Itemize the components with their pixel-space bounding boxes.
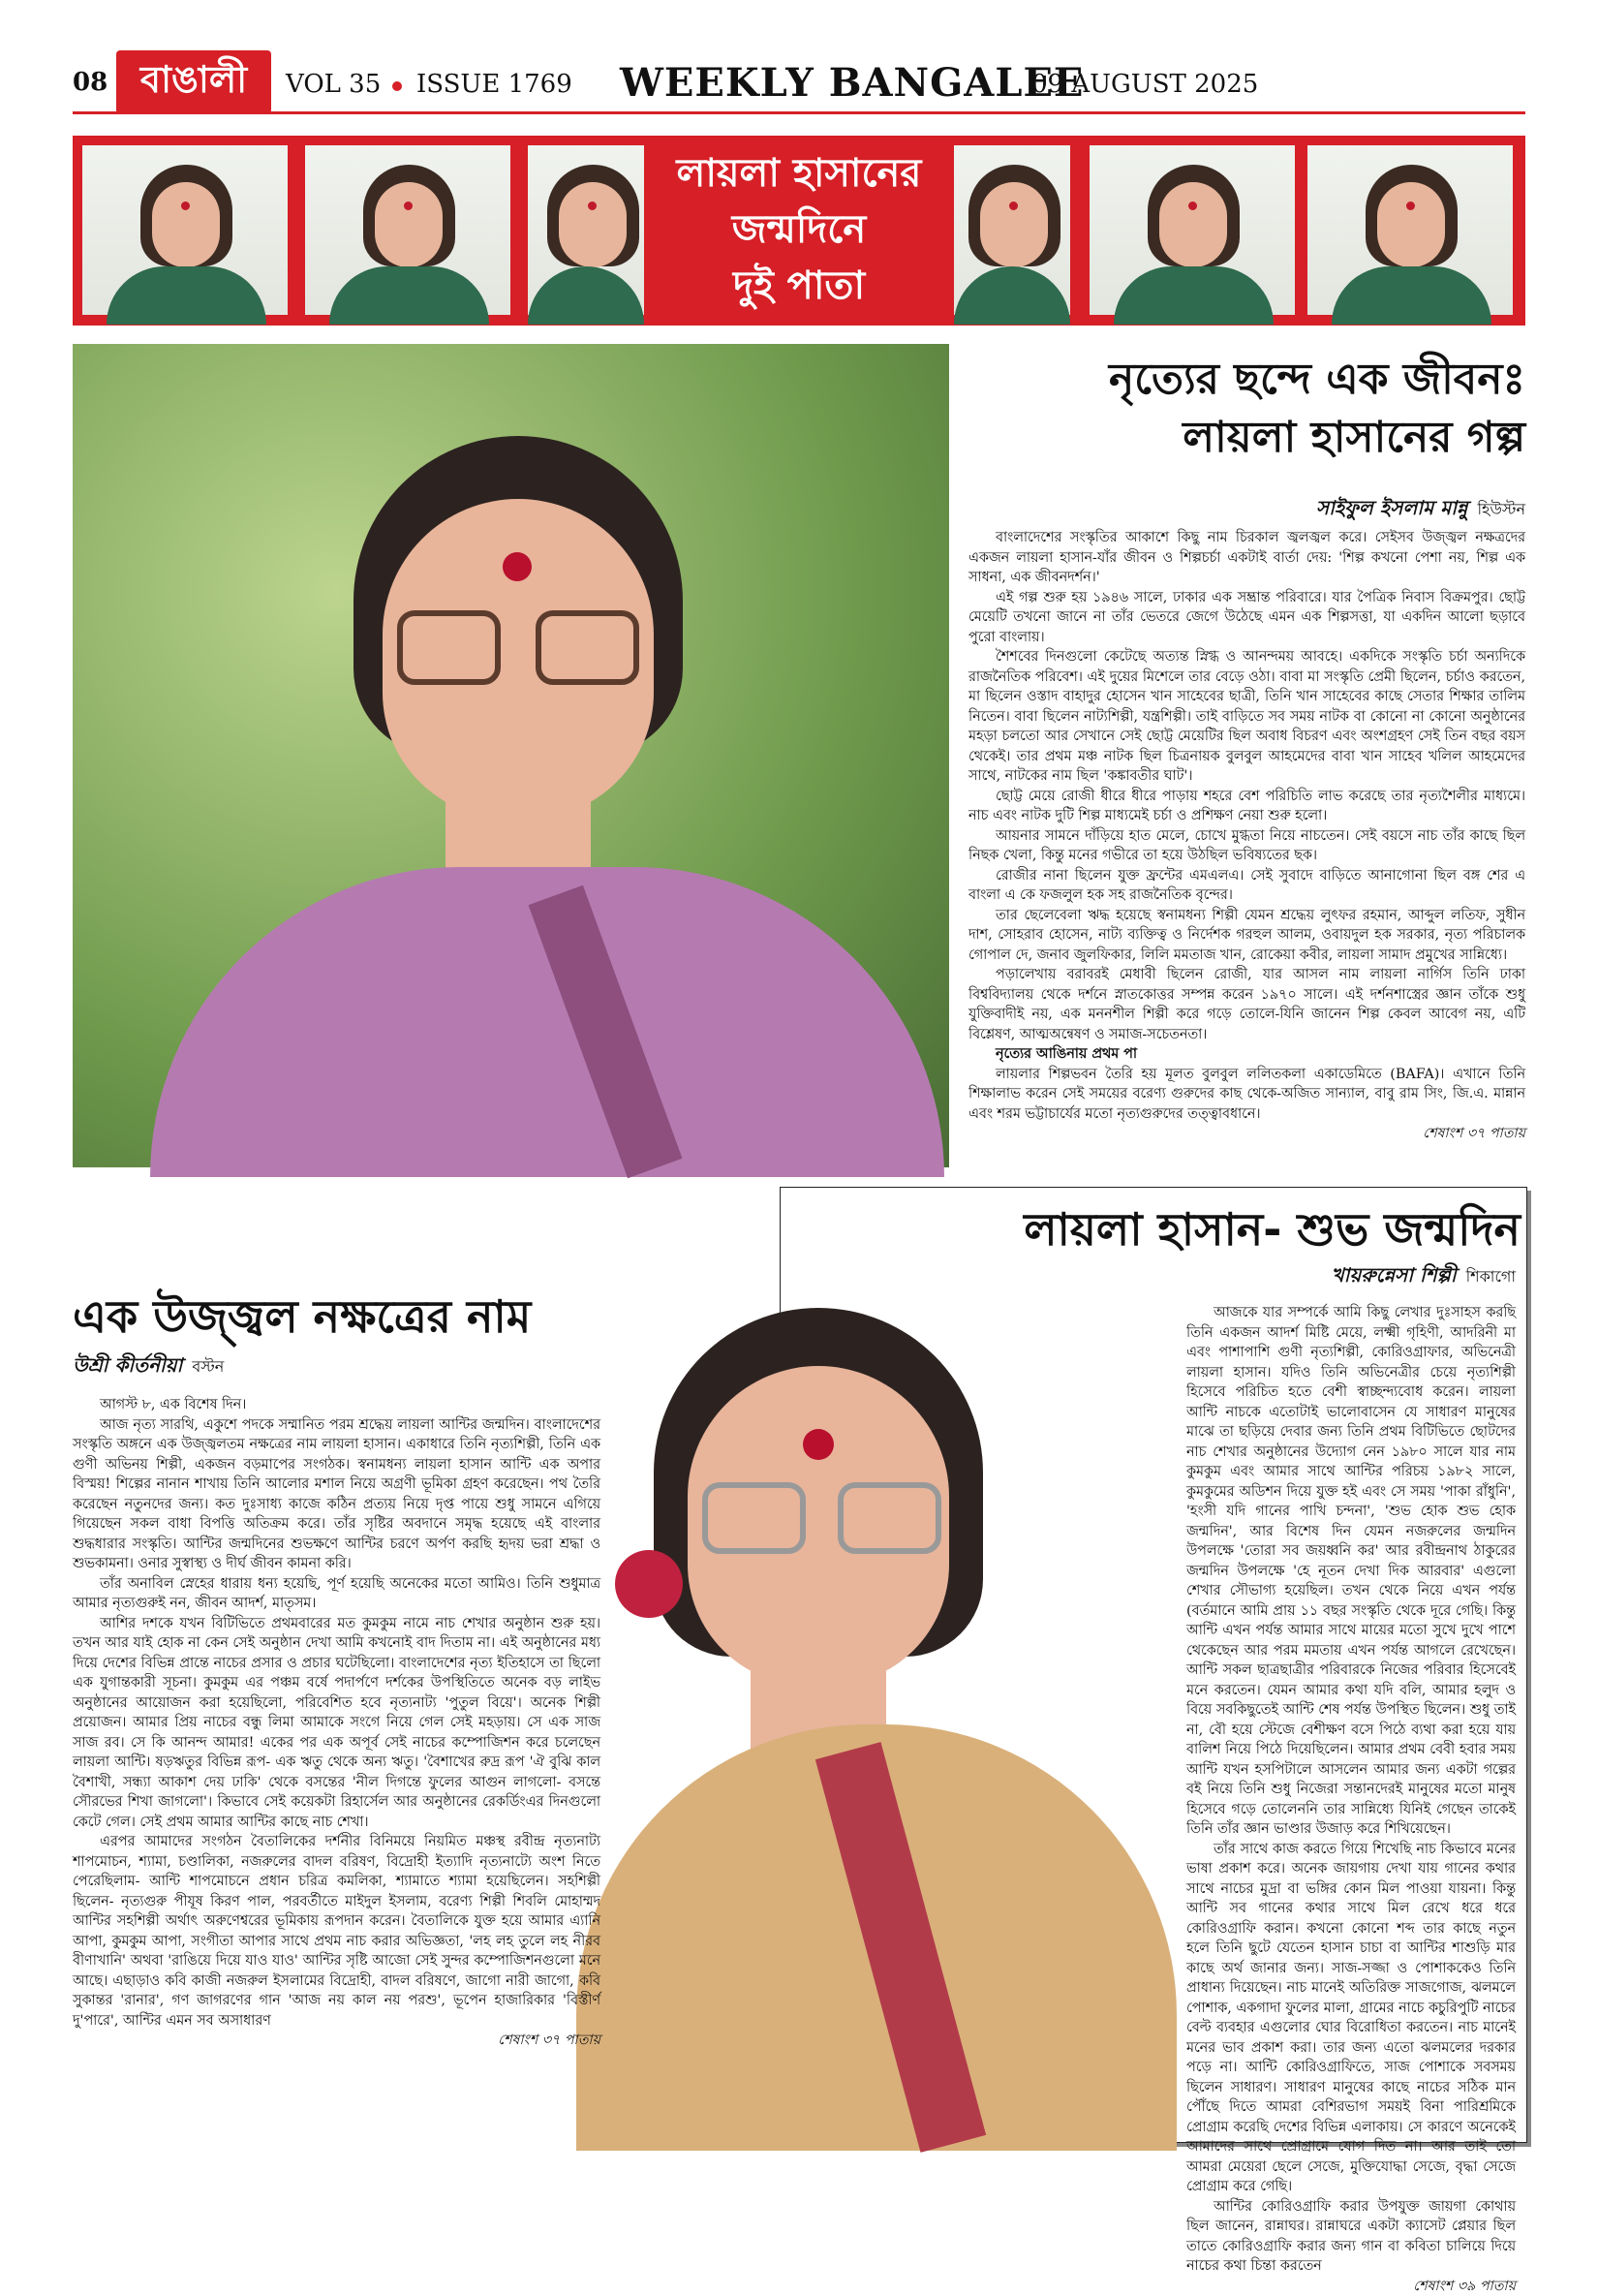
paragraph: আন্টির কোরিওগ্রাফি করার উপযুক্ত জায়গা কোথায় ছিল জানেন, রান্নাঘর। রান্নাঘরে একটা ক্যাসেট প্লেয়ার ছিল তাতে কোরিওগ্রাফি করার জন্য গান বা কবিতা চালিয়ে দিয়ে নাচের কথা চিন্তা করতেন — [1186, 2197, 1516, 2277]
article3-headline: লায়লা হাসান- শুভ জন্মদিন — [833, 1196, 1521, 1270]
issue-label: ISSUE 1769 — [416, 70, 572, 99]
headline-line: নৃত্যের ছন্দে এক জীবনঃ — [973, 351, 1525, 409]
paragraph: বাংলাদেশের সংস্কৃতির আকাশে কিছু নাম চিরকাল জ্বলজ্বল করে। সেইসব উজ্জ্বল নক্ষত্রদের একজন লায়লা হাসান-যাঁর জীবন ও শিল্পচর্চা একটাই বার্তা দেয়: 'শিল্প কখনো পেশা নয়, শিল্প এক সাধনা, এক জীবনদর্শন।' — [968, 528, 1525, 588]
page-number: 08 — [73, 68, 108, 97]
paragraph: লায়লার শিল্পভবন তৈরি হয় মূলত বুলবুল ললিতকলা একাডেমিতে (BAFA)। এখানে তিনি শিক্ষালাভ করেন সেই সময়ের বরেণ্য গুরুদের কাছ থেকে-অজিত সান্যাল, বাবু রাম সিং, জি.এ. মান্নান এবং শরম ভট্টাচার্যের মতো নৃত্যগুরুদের তত্ত্বাবধানে। — [968, 1065, 1525, 1125]
article3-body — [1186, 1303, 1516, 2126]
paragraph: রোজীর নানা ছিলেন যুক্ত ফ্রন্টের এমএলএ। সেই সুবাদে বাড়িতে আনাগোনা ছিল বঙ্গ শের এ বাংলা এ কে ফজলুল হক সহ রাজনৈতিক বৃন্দের। — [968, 866, 1525, 906]
article2-headline: এক উজ্জ্বল নক্ষত্রের নাম — [73, 1284, 615, 1357]
issue-date: 09 AUGUST 2025 — [1031, 70, 1258, 99]
article2-body — [73, 1395, 600, 2141]
paragraph: এই গল্প শুরু হয় ১৯৪৬ সালে, ঢাকার এক সম্ভ্রান্ত পরিবারে। যার পৈত্রিক নিবাস বিক্রমপুর। ছোট্ট মেয়েটি তখনো জানে না তাঁর ভেতরে জেগে উঠেছে এমন এক শিল্পসত্তা, যা একদিন আলো ছড়াবে পুরো বাংলায়। — [968, 588, 1525, 648]
author-location: হিউস্টন — [1477, 500, 1525, 518]
paragraph: ছোট্ট মেয়ে রোজী ধীরে ধীরে পাড়ায় শহরে বেশ পরিচিতি লাভ করেছে তার নৃত্যশৈলীর মাধ্যমে। নাচ এবং নাটক দুটি শিল্প মাধ্যমেই চর্চা ও প্রশিক্ষণ নেয়া শুরু হলো। — [968, 787, 1525, 826]
author-name: সাইফুল ইসলাম মান্নু — [1316, 496, 1468, 519]
second-portrait-photo — [576, 1288, 1177, 2141]
headline-line: লায়লা হাসানের গল্প — [973, 409, 1525, 467]
article1-byline — [1056, 494, 1525, 526]
article1-body — [968, 528, 1525, 1144]
continued-note: শেষাংশ ৩৭ পাতায় — [73, 2031, 600, 2051]
subheading: নৃত্যের আঙিনায় প্রথম পা — [968, 1044, 1525, 1065]
continued-note: শেষাংশ ৩৭ পাতায় — [968, 1124, 1525, 1144]
newspaper-logo: বাঙালী — [116, 50, 271, 114]
separator-dot-icon — [392, 81, 402, 91]
paragraph: শৈশবের দিনগুলো কেটেছে অত্যন্ত স্নিগ্ধ ও আনন্দময় আবহে। একদিকে সংস্কৃতি চর্চা অন্যদিকে রাজনৈতিক পরিবেশ। এই দুয়ের মিশেলে তার বেড়ে ওঠা। বাবা মা সংস্কৃতি প্রেমী ছিলেন, চর্চাও করতেন, মা ছিলেন ওস্তাদ বাহাদুর হোসেন খান সাহেবের ছাত্রী, তিনি খান সাহেবের কাছে সেতার শিক্ষার তালিম নিতেন। বাবা ছিলেন নাট্যশিল্পী, যন্ত্রশিল্পী। তাই বাড়িতে সব সময় নাটক বা কোনো না কোনো অনুষ্ঠানের মহড়া চলতো আর সেখানে সেই ছোট্ট মেয়েটির ছিল অবাধ বিচরণ এবং অংশগ্রহণ সেই তিন বছর বয়স থেকেই। তার প্রথম মঞ্চ নাটক ছিল চিত্রনায়ক বুলবুল আহমেদের বাবা খান সাহেব খলিল আহমেদের সাথে, নাটকের নাম ছিল 'কঙ্কাবতীর ঘাট'। — [968, 647, 1525, 787]
author-location: বস্টন — [192, 1357, 224, 1376]
paragraph: পড়ালেখায় বরাবরই মেধাবী ছিলেন রোজী, যার আসল নাম লায়লা নার্গিস তিনি ঢাকা বিশ্ববিদ্যালয় থেকে দর্শনে স্নাতকোত্তর সম্পন্ন করেন ১৯৭০ সালে। এই দর্শনশাস্ত্রের জ্ঞান তাঁকে শুধু যুক্তিবাদীই নয়, এক মননশীল শিল্পী করে গড়ে তোলে-যিনি জানেন শিল্প কেবল আবেগ নয়, এটি বিশ্লেষণ, আত্মঅন্বেষণ ও সমাজ-সচেতনতা। — [968, 965, 1525, 1044]
paragraph: তাঁর সাথে কাজ করতে গিয়ে শিখেছি নাচ কিভাবে মনের ভাষা প্রকাশ করে। অনেক জায়গায় দেখা যায় গানের কথার সাথে নাচের মুদ্রা বা ভঙ্গির কোন মিল পাওয়া যায়না। কিন্তু আন্টি সব গানের কথার সাথে মিল রেখে ধরে ধরে কোরিওগ্রাফি করান। কখনো কোনো শব্দ তার কাছে নতুন হলে তিনি ছুটে যেতেন হাসান চাচা বা আন্টির শাশুড়ি মার কাছে অর্থ জানার জন্য। সাজ-সজ্জা ও পোশাককেও তিনি প্রাধান্য দিয়েছেন। নাচ মানেই অতিরিক্ত সাজগোজ, ঝলমলে পোশাক, একগাদা ফুলের মালা, গ্রামের নাচে কচুরিপুটি নাচের বেল্ট ব্যবহার এগুলোর ঘোর বিরোধিতা করতেন। নাচ মানেই মনের ভাব প্রকাশ করা। তার জন্য এতো ঝলমলের দরকার পড়ে না। আন্টি কোরিওগ্রাফিতে, সাজ পোশাকে সবসময় ছিলেন সাধারণ। সাধারণ মানুষের কাছে নাচের সঠিক মান পৌঁছে দিতে আমরা বেশিরভাগ সময়ই বিনা পারিশ্রমিকে প্রোগ্রাম করেছি দেশের বিভিন্ন এলাকায়। সে কারণে অনেকেই আমাদের সাথে প্রোগ্রামে যোগ দিত না। আর তাই তো আমরা মেয়েরা ছেলে সেজে, মুক্তিযোদ্ধা সেজে, বৃদ্ধা সেজে প্রোগ্রাম করে গেছি। — [1186, 1840, 1516, 2197]
author-name: উশ্রী কীর্তনীয়া — [73, 1353, 182, 1377]
paragraph: এরপর আমাদের সংগঠন বৈতালিকের দর্শনীর বিনিময়ে নিয়মিত মঞ্চস্থ রবীন্দ্র নৃত্যনাট্য শাপমোচন, শ্যামা, চণ্ডালিকা, নজরুলের বাদল বরিষণ, বিদ্রোহী ইত্যাদি নৃত্যনাট্যে অংশ নিতে পেরেছিলাম- আন্টি শাপমোচনে প্রধান চরিত্র কমলিকা, শ্যামাতে শ্যামা হয়েছিলেন। সহশিল্পী ছিলেন- নৃত্যগুরু পীযূষ কিরণ পাল, পরবর্তীতে মাইদুল ইসলাম, বরেণ্য শিল্পী শিবলি মোহাম্মদ আন্টির সহশিল্পী অর্থাৎ অরুণেশ্বরের ভূমিকায় রূপদান করেন। বৈতালিকে যুক্ত হয়ে আমার এ্যানি আপা, কুমকুম আপা, সংগীতা আপার সাথে প্রথম নাচ করার অভিজ্ঞতা, 'লহ লহ তুলে লহ নীরব বীণাখানি' অথবা 'রাঙিয়ে দিয়ে যাও যাও' আন্টির সৃষ্টি আজো সেই সুন্দর কম্পোজিশনগুলো মনে আছে। এছাড়াও কবি কাজী নজরুল ইসলামের বিদ্রোহী, বাদল বরিষণে, জাগো নারী জাগো, কবি সুকান্তর 'রানার', গণ জাগরণের গান 'আজ নয় কাল নয় পরশু', ভূপেন হাজারিকার 'বিস্তীর্ণ দু'পারে', আন্টির এমন সব অসাধারণ — [73, 1832, 600, 2031]
paragraph: আগস্ট ৮, এক বিশেষ দিন। — [73, 1395, 600, 1415]
paragraph: তার ছেলেবেলা ঋদ্ধ হয়েছে স্বনামধন্য শিল্পী যেমন শ্রদ্ধেয় লুৎফর রহমান, আব্দুল লতিফ, সুধীন দাশ, সোহরাব হোসেন, নাট্য ব্যক্তিত্ব ও নির্দেশক গরহুল আলম, ওবায়দুল হক সরকার, নৃত্য পরিচালক গোপাল দে, জনাব জুলফিকার, লিলি মমতাজ খান, রোকেয়া কবীর, লায়লা সামাদ প্রমুখের সান্নিধ্যে। — [968, 906, 1525, 966]
continued-note: শেষাংশ ৩৯ পাতায় — [1186, 2277, 1516, 2296]
banner-portrait-thumbnail — [528, 145, 644, 315]
paragraph: আয়নার সামনে দাঁড়িয়ে হাত মেলে, চোখে মুগ্ধতা নিয়ে নাচতেন। সেই বয়সে নাচ তাঁর কাছে ছিল নিছক খেলা, কিন্তু মনের গভীরে তা হয়ে উঠছিল ভবিষ্যতের ছক। — [968, 826, 1525, 866]
article1-headline — [973, 351, 1525, 467]
banner-portrait-thumbnail — [1307, 145, 1513, 315]
masthead-title: WEEKLY BANGALEE — [620, 60, 1084, 106]
paragraph: আজ নৃত্য সারথি, একুশে পদকে সম্মানিত পরম শ্রদ্ধেয় লায়লা আন্টির জন্মদিন। বাংলাদেশের সংস্কৃতি অঙ্গনে এক উজ্জ্বলতম নক্ষত্রের নাম লায়লা হাসান। একাধারে তিনি নৃত্যশিল্পী, তিনি এক গুণী অভিনয় শিল্পী, একজন বড়মাপের সংগঠক। স্বনামধন্য লায়লা হাসান আন্টি এক অপার বিস্ময়! শিল্পের নানান শাখায় তিনি আলোর মশাল নিয়ে অগ্রণী ভূমিকা গ্রহণ করেছেন। পথ তৈরি করেছেন নতুনদের জন্য। কত দুঃসাধ্য কাজে কঠিন প্রত্যয় নিয়ে দৃপ্ত পায়ে শুধু সামনে এগিয়ে গিয়েছেন সকল বাধা বিপত্তি অতিক্রম করে। তাঁর সৃষ্টির অবদানে সমৃদ্ধ হয়েছে এই বাংলার শুদ্ধধারার সংস্কৃতি। আন্টির জন্মদিনের শুভক্ষণে আন্টির চরণে অর্পণ করছি হৃদয় ভরা শ্রদ্ধা ও শুভকামনা। ওনার সুস্বাস্থ্য ও দীর্ঘ জীবন কামনা করি। — [73, 1415, 600, 1574]
main-portrait-photo — [73, 344, 949, 1167]
banner-portrait-thumbnail — [1090, 145, 1295, 315]
author-location: শিকাগো — [1466, 1267, 1516, 1286]
header-rule — [73, 111, 1525, 114]
banner-portrait-thumbnail — [82, 145, 288, 315]
author-name: খায়রুন্নেসা শিল্পী — [1332, 1263, 1457, 1287]
paragraph: তাঁর অনাবিল স্নেহের ধারায় ধন্য হয়েছি, পূর্ণ হয়েছি অনেকের মতো আমিও। তিনি শুধুমাত্র আমার নৃত্যগুরুই নন, জীবন আদর্শ, মাতৃসম। — [73, 1574, 600, 1614]
banner-line: দুই পাতা — [654, 258, 944, 314]
banner-portrait-thumbnail — [954, 145, 1070, 315]
volume-label: VOL 35 — [286, 70, 381, 99]
banner-heading — [654, 145, 944, 315]
article2-byline — [73, 1351, 557, 1383]
paragraph: আশির দশকে যখন বিটিভিতে প্রথমবারের মত কুমকুম নামে নাচ শেখার অনুষ্ঠান শুরু হয়। তখন আর যাই হোক না কেন সেই অনুষ্ঠান দেখা আমি কখনোই বাদ দিতাম না। এই অনুষ্ঠানের মধ্য দিয়ে দেশের বিভিন্ন প্রান্তে নাচের প্রসার ও প্রচার ঘটেছিলো। বাংলাদেশের নৃত্য ইতিহাসে তা ছিলো এক যুগান্তকারী সূচনা। কুমকুম এর পঞ্চম বর্ষে পদার্পণে দর্শকের উপস্থিতিতে অনেক বড় লাইভ অনুষ্ঠানের আয়োজন করা হয়েছিলো, পরিবেশিত হবে নৃত্যনাট্য 'পুতুল বিয়ে'। অনেক শিল্পী প্রয়োজন। আমার প্রিয় নাচের বন্ধু লিমা আমাকে সংগে নিয়ে গেল সেই মহড়ায়। সে এক সাজ সাজ রব। সে কি আনন্দ আমার! একের পর এক অপূর্ব সেই নাচের কম্পোজিশন করে চলেছেন লায়লা আন্টি। ষড়ঋতুর বিভিন্ন রূপ- এক ঋতু থেকে অন্য ঋতু। 'বৈশাখের রুদ্র রূপ 'ঐ বুঝি কাল বৈশাখী, সন্ধ্যা আকাশ দেয় ঢাকি' থেকে বসন্তের 'নীল দিগন্তে ফুলের আগুন লাগলো- বসন্তে সৌরভের শিখা জাগলো'। কিভাবে সেই কয়েকটা রিহার্সেল আর অনুষ্ঠানের রেকর্ডিংএর দিনগুলো কেটে গেল। সেই প্রথম আমার আন্টির কাছে নাচ শেখা। — [73, 1614, 600, 1833]
banner-portrait-thumbnail — [305, 145, 510, 315]
paragraph: আজকে যার সম্পর্কে আমি কিছু লেখার দুঃসাহস করছি তিনি একজন আদর্শ মিষ্টি মেয়ে, লক্ষ্মী গৃহিণী, আদরিনী মা এবং পাশাপাশি গুণী নৃত্যশিল্পী, কোরিওগ্রাফার, অভিনেত্রী লায়লা হাসান। যদিও তিনি অভিনেত্রীর চেয়ে নৃত্যশিল্পী হিসেবে পরিচিত হতে বেশী স্বাচ্ছন্দ্যবোধ করেন। লায়লা আন্টি নাচকে এতোটাই ভালোবাসেন যে সাধারণ মানুষের মাঝে তা ছড়িয়ে দেবার জন্য তিনি প্রথম বিটিভিতে ছোটদের নাচ শেখার অনুষ্ঠানের উদ্যোগ নেন ১৯৮০ সালে যার নাম কুমকুম এবং আমার সাথে আন্টির পরিচয় ১৯৮২ সালে, কুমকুমের অডিশন দিয়ে যুক্ত হই এবং সে সময় 'পাকা রাঁধুনি', 'হংসী যদি গানের পাখি চন্দনা', 'শুভ হোক শুভ হোক জন্মদিন', আর বিশেষ দিন যেমন নজরুলের জন্মদিন উপলক্ষে 'তোরা সব জয়ধ্বনি কর' আর রবীন্দ্রনাথ ঠাকুরের জন্মদিন উপলক্ষে 'হে নূতন দেখা দিক আরবার' এগুলো শেখার সৌভাগ্য হয়েছিল। তখন থেকে নিয়ে এখন পর্যন্ত (বর্তমানে আমি প্রায় ১১ বছর সংস্কৃতি থেকে দূরে গেছি। কিন্তু আন্টি এখন পর্যন্ত আমার সাথে মায়ের মতো সুখে দুখে পাশে থেকেছেন আর পরম মমতায় এখন পর্যন্ত আগলে রেখেছেন। আন্টি সকল ছাত্রছাত্রীর পরিবারকে নিজের পরিবার হিসেবেই মনে করতেন। যেমন আমার কথা যদি বলি, আমার হলুদ ও বিয়ে সবকিছুতেই আন্টি শেষ পর্যন্ত উপস্থিত ছিলেন। শুধু তাই না, বৌ হয়ে স্টেজে বেশীক্ষণ বসে পিঠে ব্যথা করা হয়ে যায় বালিশ নিয়ে পিঠে দিয়েছিলেন। আমার প্রথম বেবী হবার সময় আন্টি যখন হসপিটালে আসলেন আমার জন্য একটা গল্পের বই নিয়ে তিনি শুধু নিজেরা সন্তানদেরই মানুষের মতো মানুষ হিসেবে গড়ে তোলেননি তার সান্নিধ্যে যিনিই গেছেন তাকেই তিনি তাঁর জ্ঞান ভাণ্ডার উজাড় করে শিখিয়েছেন। — [1186, 1303, 1516, 1840]
banner-line: লায়লা হাসানের — [654, 145, 944, 202]
banner-line: জন্মদিনে — [654, 202, 944, 258]
